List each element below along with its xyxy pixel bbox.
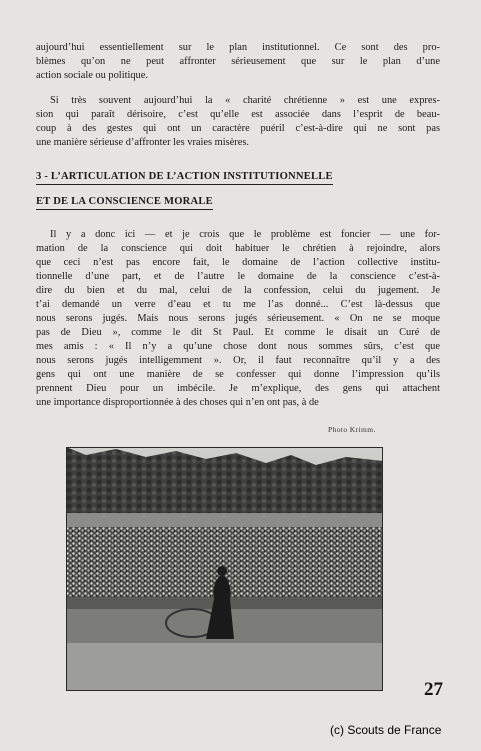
crowd-photograph <box>66 447 383 691</box>
text-line: une manière sérieuse d’affronter les vraies misères. <box>36 137 250 148</box>
text-line: Si très souvent aujourd’hui la « charité chrétienne » est une expres- <box>50 95 440 106</box>
text-line: sion qui paraît dérisoire, c’est qu’elle est associée dans l’esprit de beau- <box>36 109 440 120</box>
text-line: mation de la conscience qui doit habituer le chrétien à rejoindre, alors <box>36 243 440 254</box>
text-line: nous serons jugés intelligemment ». Or, il faut reconnaître qu’il y a des <box>36 355 440 366</box>
text-line: Il y a donc ici — et je crois que le problème est foncier — une for- <box>50 229 440 240</box>
text-line: coup à des gestes qui ont un caractère puéril c’est-à-dire qui ne sont pas <box>36 123 440 134</box>
text-line: action sociale ou politique. <box>36 70 148 81</box>
text-line: une importance disproportionnée à des choses qui n’en ont pas, à de <box>36 397 319 408</box>
text-line: que ceci n’est pas encore fait, le domaine de l’action collective institu- <box>36 257 440 268</box>
section-heading-line-1: 3 - L’ARTICULATION DE L’ACTION INSTITUTIONNELLE <box>36 171 333 185</box>
section-heading-line-2: ET DE LA CONSCIENCE MORALE <box>36 196 213 210</box>
paragraph-charity <box>36 94 440 150</box>
text-line: prennent Dieu pour un imbécile. Je m’explique, des gens qui attachent <box>36 383 440 394</box>
text-line: nous serons jugés. Mais nous serons jugés sérieusement. « On ne se moque <box>36 313 440 324</box>
page-number: 27 <box>424 679 443 700</box>
text-line: t’ai demandé un verre d’eau et tu me l’as donné... C’est là-dessus que <box>36 299 440 310</box>
copyright-watermark: (c) Scouts de France <box>330 723 442 737</box>
paragraph-intro <box>36 41 440 83</box>
text-line: aujourd’hui essentiellement sur le plan institutionnel. Ce sont des pro- <box>36 42 440 53</box>
text-line: tionnelle d’une part, et de l’autre le domaine de la conscience c’est-à- <box>36 271 440 282</box>
paragraph-conscience <box>36 228 440 410</box>
text-line: dire du bien et du mal, celui de la confession, celui du jugement. Je <box>36 285 440 296</box>
text-line: gens qui ont une manière de se confesser qui donne l’impression qu’ils <box>36 369 440 380</box>
photo-credit: Photo Krimm. <box>328 425 376 434</box>
text-line: pas de Dieu », comme le dit St Paul. Et comme le disait un Curé de <box>36 327 440 338</box>
text-line: mes amis : « Il n’y a qu’une chose dont nous sommes sûrs, c’est que <box>36 341 440 352</box>
text-line: blèmes qu’on ne peut affronter sérieusement que sur le plan d’une <box>36 56 440 67</box>
